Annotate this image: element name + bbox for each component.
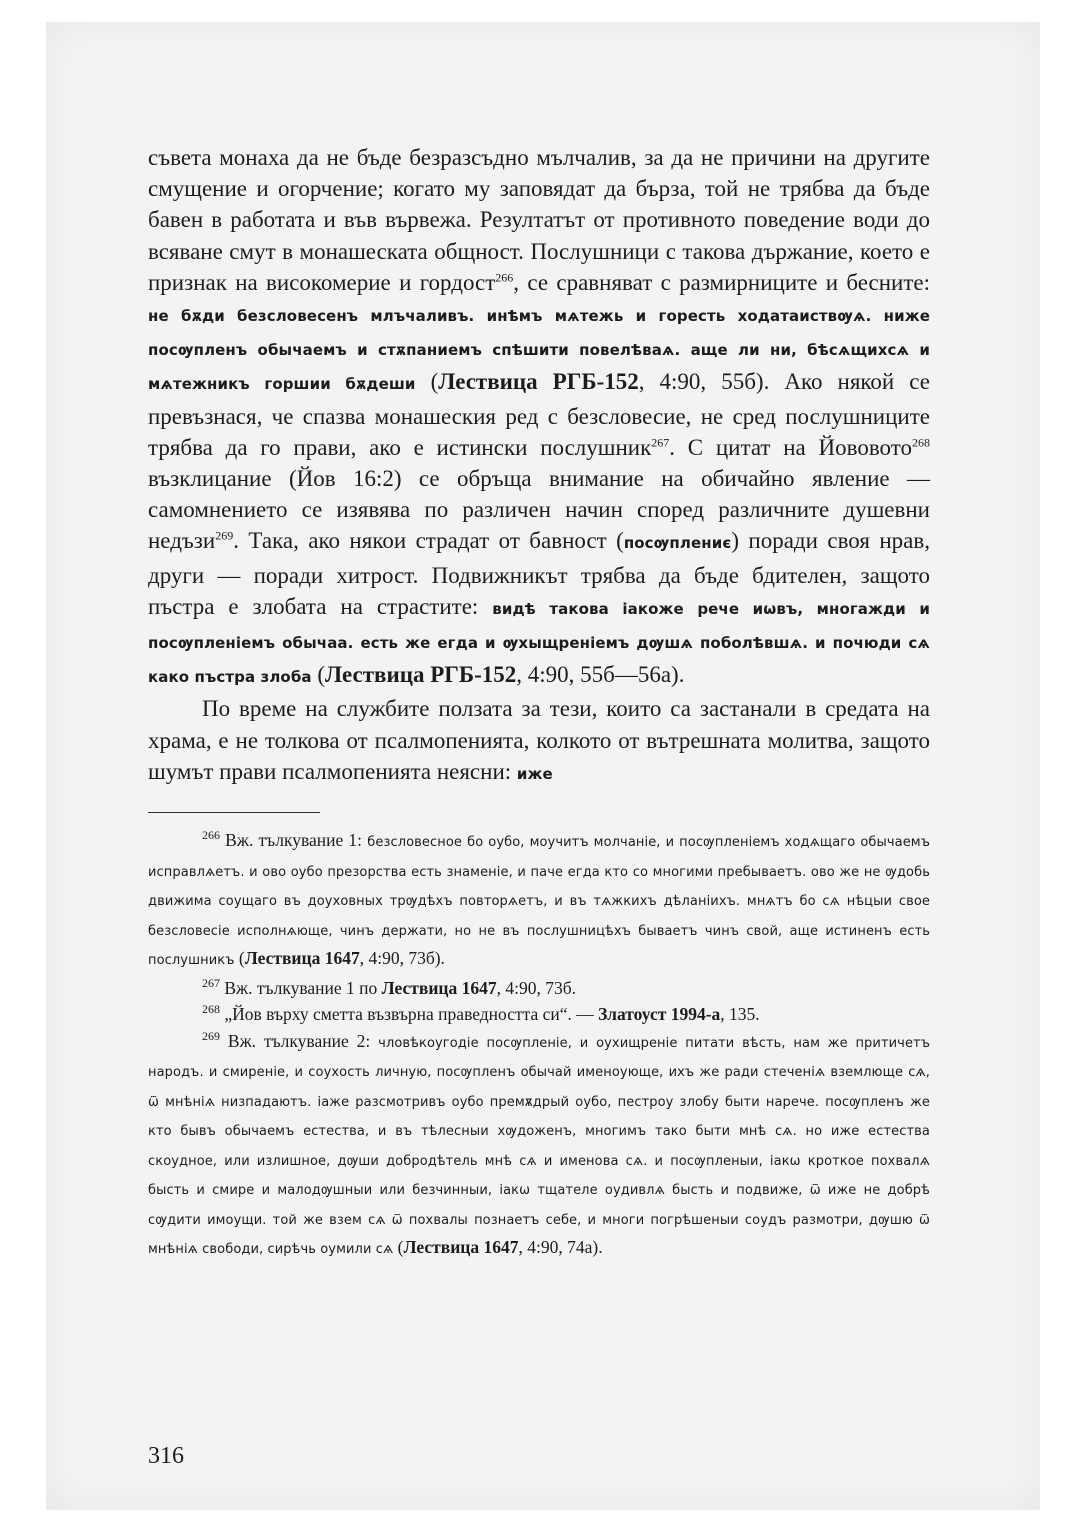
footnote-ref-268: 268: [911, 435, 930, 450]
page-number: 316: [148, 1443, 184, 1469]
text-run: възклицание (Йов 16:2) се обръща внимание на обичайно явление — самомнението се изявява по различен начин според различните душевни недъзи: [148, 466, 930, 554]
text-run: , 4:90, 73б.: [496, 977, 577, 998]
footnote-number: 266: [202, 828, 220, 843]
footnote-ref-266: 266: [495, 270, 514, 285]
source-citation: Златоуст 1994-а: [598, 1004, 721, 1025]
footnote-266: [148, 827, 930, 975]
footnote-ref-269: 269: [215, 528, 234, 543]
source-citation: Лествица 1647: [381, 977, 497, 998]
text-run: ) поради своя нрав, други — поради хитрост. Подвижникът трябва да бъде бдителен, защото пъстра е злобата на страстите:: [148, 528, 930, 619]
text-run: (: [393, 1237, 404, 1258]
text-run: Вж. тълкувание 2:: [220, 1030, 379, 1051]
main-paragraph-1: [148, 142, 930, 693]
text-run: , 4:90, 55б—56а).: [516, 662, 685, 688]
source-citation: Лествица РГБ-152: [438, 369, 639, 395]
footnote-number: 267: [202, 975, 220, 990]
church-slavonic-quote: не бѫди безсловесенъ млъчаливъ. инѣмъ мѧтежь и горесть ходатаиствѹѧ. ниже посѹпленъ обычаемъ и стѫпаниемъ спѣшити повелѣваѧ. аще ли ни, бѣсѧщихсѧ и мѧтежникъ горшии бѫдеши: [148, 307, 930, 394]
church-slavonic-quote: безсловесное бо оубо, моучитъ молчаніе, и посѹпленіемъ ходѧщаго обычаемъ исправлѧетъ. и ово оубо презорства есть знаменіе, и паче егда кто со многими пребываетъ. ово же не ѹдобь движима соущаго въ доуховных трѹдѣхъ повторѧетъ, и въ тѧжкихъ дѣланіихъ. мнѧтъ бо сѧ нѣцыи свое безсловесіе исполнѧюще, чинъ держати, но не въ послушницѣхъ бываетъ чинъ свой, аще истиненъ есть послушникъ: [148, 835, 930, 969]
text-run: По време на службите ползата за тези, които са застанали в средата на храма, е не толкова от псалмопенията, колкото от вътрешната молитва, защото шумът прави псалмопенията неясни:: [148, 696, 930, 784]
text-run: . Така, ако някои страдат от бавност (: [233, 528, 624, 554]
church-slavonic-term: посѹплениє: [623, 534, 732, 553]
page-text: [148, 142, 930, 1264]
text-run: съвета монаха да не бъде безразсъдно мълчалив, за да не причини на другите смущение и огорчение; когато му заповядат да бърза, той не трябва да бъде бавен в работата и във вървежа. Резултатът от противното поведение води до всяване смут в монашеската общност. Послушници с такова държание, което е признак на високомерие и гордост: [148, 145, 930, 295]
source-citation: Лествица 1647: [244, 948, 360, 969]
text-run: , 4:90, 55б). Ако някой се превъзнася, че спазва монашеския ред с безсловесие, не сред послушниците трябва да го прави, ако е истински послушник: [148, 369, 930, 460]
footnote-divider: [148, 812, 320, 813]
text-run: (: [234, 948, 245, 969]
footnote-269: [148, 1028, 930, 1264]
text-run: , 4:90, 74а).: [518, 1237, 603, 1258]
footnote-number: 269: [202, 1028, 220, 1043]
source-citation: Лествица РГБ-152: [325, 662, 517, 688]
text-run: , се сравняват с размирниците и бесните:: [513, 269, 930, 295]
footnotes: [148, 827, 930, 1264]
footnote-268: [148, 1001, 930, 1028]
text-run: , 135.: [720, 1004, 760, 1025]
church-slavonic-quote: иже: [516, 764, 553, 783]
church-slavonic-quote: чловѣкоугодіе посѹпленіе, и оухищреніе питати вѣсть, нам же притичетъ народъ. и смиреніе, и соухость личную, посѹпленъ обычай именоующе, ихъ же ради стеченіѧ вземлюще сѧ, ѿ мнѣніѧ низпадаютъ. іаже разсмотривъ оубо премѫдрый оубо, пестроу злобу быти нарече. посѹпленъ же кто бывъ обычаемъ естества, и въ тѣлесныи хѹдоженъ, многимъ тако быти мнѣ сѧ. но иже естества скоудное, или излишное, дѹши добродѣтель мнѣ сѧ и именова сѧ. и посѹпленыи, іакѡ кроткое похвалѧ бысть и смире и малодѹшныи или безчинныи, іакѡ тщателе оудивлѧ бысть и подвиже, ѿ иже не добрѣ сѹдити имоущи. той же взем сѧ ѿ похвалы познаетъ себе, и многи погрѣшеныи соудъ размотри, дѹшю ѿ мнѣніѧ свободи, сирѣчь оумили сѧ: [148, 1035, 931, 1258]
source-citation: Лествица 1647: [403, 1237, 519, 1258]
text-run: . С цитат на Йововото: [669, 434, 912, 460]
main-paragraph-2: [148, 693, 930, 790]
text-run: Вж. тълкувание 1 по: [220, 977, 382, 998]
footnote-267: [148, 975, 930, 1002]
text-run: (: [311, 662, 326, 688]
text-run: Вж. тълкувание 1:: [220, 830, 368, 851]
text-run: , 4:90, 73б).: [359, 948, 445, 969]
church-slavonic-quote: видѣ такова іакоже рече иѡвъ, многажди и посѹпленіемъ обычаа. есть же егда и ѹхыщреніемъ дѹшѧ поболѣвшѧ. и почюди сѧ како пъстра злоба: [148, 599, 930, 687]
footnote-number: 268: [202, 1002, 220, 1017]
footnote-ref-267: 267: [651, 435, 670, 450]
text-run: „Йов върху сметта възвърна праведността си“. —: [220, 1004, 599, 1025]
text-run: (: [415, 369, 439, 395]
